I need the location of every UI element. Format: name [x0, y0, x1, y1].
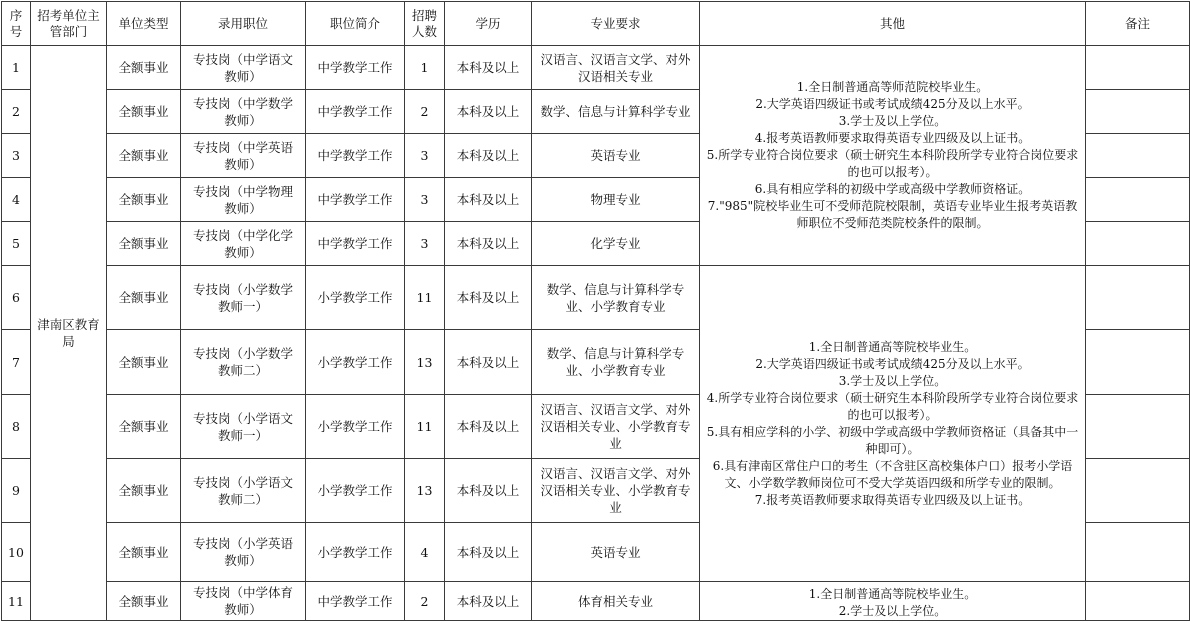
requirement-line: 2.大学英语四级证书或考试成绩425分及以上水平。: [755, 356, 1030, 371]
cell-position[interactable]: 专技岗（中学化学教师）: [181, 222, 306, 266]
cell-edu[interactable]: 本科及以上: [445, 178, 532, 222]
cell-count[interactable]: 13: [405, 459, 445, 523]
header-major[interactable]: 专业要求: [532, 2, 700, 46]
cell-seq[interactable]: 10: [2, 523, 31, 582]
cell-major[interactable]: 数学、信息与计算科学专业、小学教育专业: [532, 330, 700, 395]
cell-edu[interactable]: 本科及以上: [445, 582, 532, 621]
cell-count[interactable]: 3: [405, 134, 445, 178]
header-count[interactable]: 招聘人数: [405, 2, 445, 46]
cell-dept[interactable]: 津南区教育局: [31, 46, 107, 621]
cell-major[interactable]: 化学专业: [532, 222, 700, 266]
cell-seq[interactable]: 2: [2, 90, 31, 134]
cell-major[interactable]: 数学、信息与计算科学专业、小学教育专业: [532, 266, 700, 330]
cell-position[interactable]: 专技岗（小学语文教师一）: [181, 395, 306, 459]
cell-major[interactable]: 汉语言、汉语言文学、对外汉语相关专业: [532, 46, 700, 90]
table-row: [2, 582, 1190, 621]
cell-other-requirements[interactable]: [700, 266, 1086, 582]
requirement-line: 2.学士及以上学位。: [838, 604, 947, 618]
requirement-line: 1.全日制普通高等院校毕业生。: [808, 587, 977, 601]
header-unit-type[interactable]: 单位类型: [107, 2, 181, 46]
cell-remark[interactable]: [1086, 266, 1190, 330]
requirement-line: 1.全日制普通高等师范院校毕业生。: [796, 80, 989, 94]
cell-edu[interactable]: 本科及以上: [445, 523, 532, 582]
cell-position[interactable]: 专技岗（中学英语教师）: [181, 134, 306, 178]
cell-position[interactable]: 专技岗（中学体育教师）: [181, 582, 306, 621]
cell-count[interactable]: 2: [405, 582, 445, 621]
table-row: [2, 46, 1190, 90]
cell-position[interactable]: 专技岗（小学英语教师）: [181, 523, 306, 582]
cell-intro[interactable]: 中学教学工作: [306, 90, 405, 134]
header-edu[interactable]: 学历: [445, 2, 532, 46]
cell-major[interactable]: 体育相关专业: [532, 582, 700, 621]
header-intro[interactable]: 职位简介: [306, 2, 405, 46]
cell-position[interactable]: 专技岗（小学数学教师一）: [181, 266, 306, 330]
cell-remark[interactable]: [1086, 395, 1190, 459]
cell-count[interactable]: 1: [405, 46, 445, 90]
header-seq[interactable]: 序号: [2, 2, 31, 46]
cell-remark[interactable]: [1086, 90, 1190, 134]
cell-edu[interactable]: 本科及以上: [445, 46, 532, 90]
cell-count[interactable]: 4: [405, 523, 445, 582]
cell-edu[interactable]: 本科及以上: [445, 395, 532, 459]
cell-other-requirements[interactable]: [700, 46, 1086, 266]
cell-major[interactable]: 汉语言、汉语言文学、对外汉语相关专业、小学教育专业: [532, 459, 700, 523]
header-remark[interactable]: 备注: [1086, 2, 1190, 46]
cell-position[interactable]: 专技岗（小学数学教师二）: [181, 330, 306, 395]
cell-edu[interactable]: 本科及以上: [445, 134, 532, 178]
cell-intro[interactable]: 中学教学工作: [306, 46, 405, 90]
cell-count[interactable]: 3: [405, 178, 445, 222]
cell-remark[interactable]: [1086, 134, 1190, 178]
requirement-line: 5.所学专业符合岗位要求（硕士研究生本科阶段所学专业符合岗位要求的也可以报考）。: [706, 148, 1079, 179]
requirement-line: 4.所学专业符合岗位要求（硕士研究生本科阶段所学专业符合岗位要求的也可以报考）。: [706, 390, 1079, 422]
cell-seq[interactable]: 1: [2, 46, 31, 90]
cell-seq[interactable]: 8: [2, 395, 31, 459]
cell-intro[interactable]: 中学教学工作: [306, 178, 405, 222]
cell-unit-type[interactable]: 全额事业: [107, 330, 181, 395]
cell-seq[interactable]: 11: [2, 582, 31, 621]
cell-unit-type[interactable]: 全额事业: [107, 46, 181, 90]
cell-edu[interactable]: 本科及以上: [445, 90, 532, 134]
cell-seq[interactable]: 6: [2, 266, 31, 330]
cell-seq[interactable]: 9: [2, 459, 31, 523]
cell-intro[interactable]: 小学教学工作: [306, 395, 405, 459]
cell-edu[interactable]: 本科及以上: [445, 266, 532, 330]
cell-unit-type[interactable]: 全额事业: [107, 459, 181, 523]
cell-unit-type[interactable]: 全额事业: [107, 266, 181, 330]
cell-remark[interactable]: [1086, 330, 1190, 395]
cell-position[interactable]: 专技岗（中学数学教师）: [181, 90, 306, 134]
header-row: [2, 2, 1190, 46]
cell-edu[interactable]: 本科及以上: [445, 330, 532, 395]
requirement-line: 7."985"院校毕业生可不受师范院校限制，英语专业毕业生报考英语教师职位不受师范类院校条件的限制。: [707, 199, 1078, 230]
cell-remark[interactable]: [1086, 46, 1190, 90]
cell-remark[interactable]: [1086, 222, 1190, 266]
cell-edu[interactable]: 本科及以上: [445, 459, 532, 523]
cell-position[interactable]: 专技岗（中学物理教师）: [181, 178, 306, 222]
cell-unit-type[interactable]: 全额事业: [107, 222, 181, 266]
cell-major[interactable]: 汉语言、汉语言文学、对外汉语相关专业、小学教育专业: [532, 395, 700, 459]
cell-unit-type[interactable]: 全额事业: [107, 523, 181, 582]
cell-intro[interactable]: 小学教学工作: [306, 523, 405, 582]
cell-remark[interactable]: [1086, 582, 1190, 621]
cell-seq[interactable]: 7: [2, 330, 31, 395]
cell-intro[interactable]: 小学教学工作: [306, 330, 405, 395]
cell-seq[interactable]: 5: [2, 222, 31, 266]
requirement-line: 3.学士及以上学位。: [838, 114, 947, 128]
requirement-line: 6.具有相应学科的初级中学或高级中学教师资格证。: [754, 182, 1031, 196]
requirement-line: 4.报考英语教师要求取得英语专业四级及以上证书。: [754, 131, 1031, 145]
requirement-line: 1.全日制普通高等院校毕业生。: [808, 339, 977, 354]
recruitment-table: [1, 1, 1190, 621]
cell-unit-type[interactable]: 全额事业: [107, 395, 181, 459]
cell-intro[interactable]: 小学教学工作: [306, 266, 405, 330]
cell-unit-type[interactable]: 全额事业: [107, 90, 181, 134]
cell-remark[interactable]: [1086, 523, 1190, 582]
header-position[interactable]: 录用职位: [181, 2, 306, 46]
cell-major[interactable]: 物理专业: [532, 178, 700, 222]
requirement-line: 2.大学英语四级证书或考试成绩425分及以上水平。: [755, 97, 1030, 111]
requirement-line: 7.报考英语教师要求取得英语专业四级及以上证书。: [754, 492, 1031, 507]
requirement-line: 3.学士及以上学位。: [838, 373, 947, 388]
requirement-line: 5.具有相应学科的小学、初级中学或高级中学教师资格证（具备其中一种即可）。: [706, 424, 1079, 456]
cell-position[interactable]: 专技岗（小学语文教师二）: [181, 459, 306, 523]
cell-remark[interactable]: [1086, 459, 1190, 523]
cell-unit-type[interactable]: 全额事业: [107, 134, 181, 178]
cell-unit-type[interactable]: 全额事业: [107, 582, 181, 621]
cell-intro[interactable]: 中学教学工作: [306, 582, 405, 621]
cell-seq[interactable]: 4: [2, 178, 31, 222]
cell-remark[interactable]: [1086, 178, 1190, 222]
cell-seq[interactable]: 3: [2, 134, 31, 178]
cell-count[interactable]: 2: [405, 90, 445, 134]
cell-major[interactable]: 数学、信息与计算科学专业: [532, 90, 700, 134]
table-row: [2, 266, 1190, 330]
cell-intro[interactable]: 中学教学工作: [306, 134, 405, 178]
cell-intro[interactable]: 小学教学工作: [306, 459, 405, 523]
header-dept[interactable]: 招考单位主管部门: [31, 2, 107, 46]
requirement-line: 6.具有津南区常住户口的考生（不含驻区高校集体户口）报考小学语文、小学数学教师岗位可不受大学英语四级和所学专业的限制。: [712, 458, 1073, 490]
cell-count[interactable]: 11: [405, 395, 445, 459]
cell-position[interactable]: 专技岗（中学语文教师）: [181, 46, 306, 90]
header-other[interactable]: 其他: [700, 2, 1086, 46]
cell-edu[interactable]: 本科及以上: [445, 222, 532, 266]
cell-intro[interactable]: 中学教学工作: [306, 222, 405, 266]
cell-other-requirements[interactable]: [700, 582, 1086, 621]
cell-unit-type[interactable]: 全额事业: [107, 178, 181, 222]
cell-major[interactable]: 英语专业: [532, 134, 700, 178]
cell-count[interactable]: 3: [405, 222, 445, 266]
cell-count[interactable]: 11: [405, 266, 445, 330]
cell-major[interactable]: 英语专业: [532, 523, 700, 582]
cell-count[interactable]: 13: [405, 330, 445, 395]
